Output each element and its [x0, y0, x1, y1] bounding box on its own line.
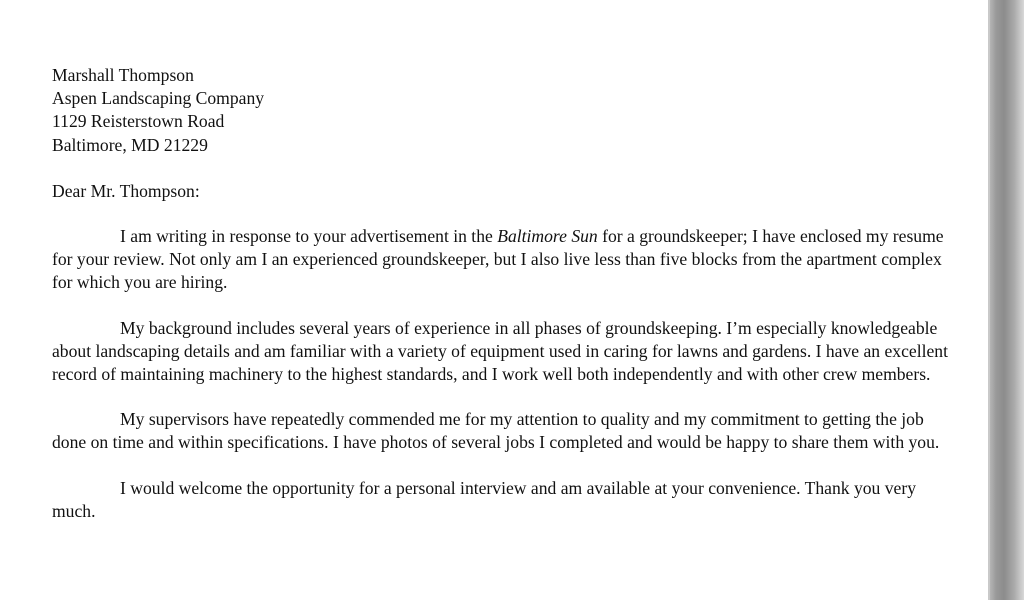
salutation: Dear Mr. Thompson:	[52, 180, 200, 201]
publication-name: Baltimore Sun	[497, 226, 598, 247]
recipient-company: Aspen Landscaping Company	[52, 88, 265, 109]
paragraph-1-after: for a groundskeeper; I have enclosed my resume for your review. Not only am I an experienced groundskeeper, but I also live less than five blocks from the apartment complex for which you are hiring.	[52, 226, 944, 293]
cover-letter	[52, 64, 952, 523]
paragraph-4: I would welcome the opportunity for a personal interview and am available at your convenience. Thank you very much.	[52, 477, 917, 521]
paragraph-3: My supervisors have repeatedly commended me for my attention to quality and my commitment to getting the job done on time and within specifications. I have photos of several jobs I completed and would be happy to share them with you.	[52, 409, 940, 453]
recipient-address	[52, 64, 952, 157]
paragraph-1	[52, 225, 952, 295]
page-shadow	[990, 0, 1024, 600]
recipient-name: Marshall Thompson	[52, 65, 194, 85]
recipient-city-state-zip: Baltimore, MD 21229	[52, 134, 208, 155]
recipient-street: 1129 Reisterstown Road	[52, 111, 225, 132]
paragraph-1-before: I am writing in response to your advertisement in the	[120, 226, 498, 247]
paragraph-2: My background includes several years of experience in all phases of groundskeeping. I’m especially knowledgeable about landscaping details and am familiar with a variety of equipment used in caring for lawns and gardens. I have an excellent record of maintaining machinery to the highest standards, and I work well both independently and with other crew members.	[52, 317, 948, 385]
